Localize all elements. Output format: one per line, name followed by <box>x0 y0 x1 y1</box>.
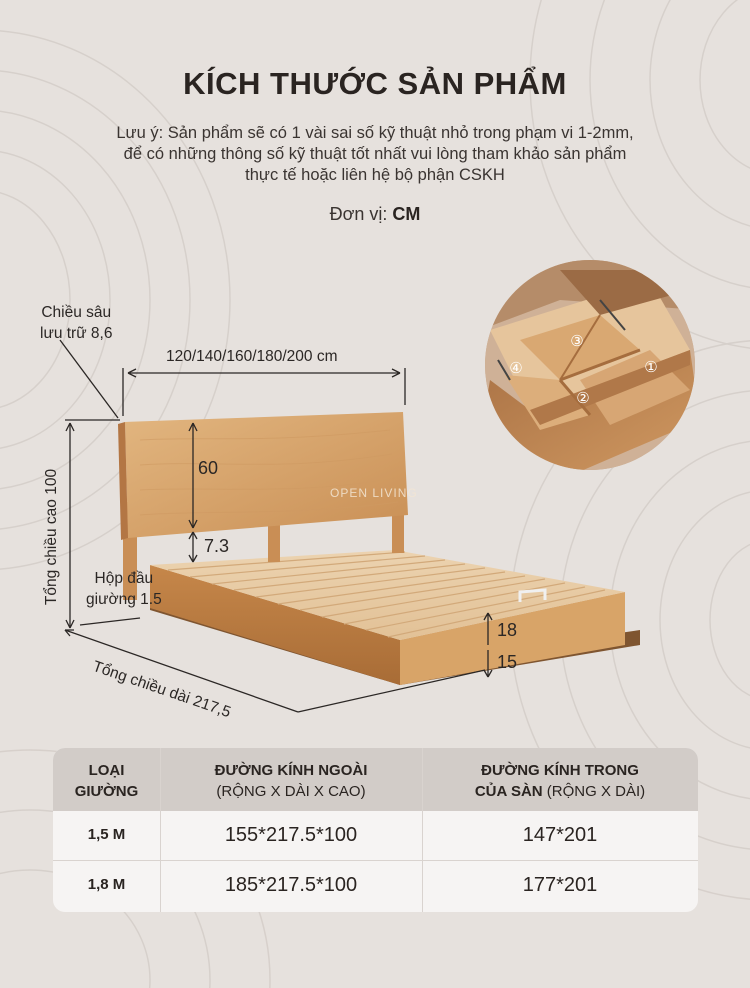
headbox-label <box>86 568 162 610</box>
row-type-cell: 1,8 M <box>87 876 126 893</box>
brand-watermark: OPEN LIVING <box>330 486 418 500</box>
headbox-label-line: giường 1.5 <box>86 591 162 608</box>
headboard-height-label: 60 <box>198 458 219 478</box>
note-line: để có những thông số kỹ thuật tốt nhất vui lòng tham khảo sản phẩm <box>123 145 627 163</box>
compartment-4-label: ④ <box>509 359 523 377</box>
row-type-cell: 1,5 M <box>87 826 126 843</box>
total-height-label: Tổng chiều cao 100 <box>43 468 60 606</box>
note-line: Lưu ý: Sản phẩm sẽ có 1 vài sai số kỹ thuật nhỏ trong phạm vi 1-2mm, <box>116 124 634 142</box>
bed-illustration <box>0 240 750 730</box>
header-text: LOẠI <box>88 762 125 779</box>
headbox-label-line: Hộp đầu <box>94 570 154 587</box>
unit-value: CM <box>392 204 421 224</box>
row-divider <box>53 860 698 861</box>
depth-label <box>40 302 112 344</box>
header-subtext: (RỘNG X DÀI) <box>542 783 646 800</box>
header-text: CỦA SÀN <box>474 783 543 800</box>
width-label: 120/140/160/180/200 cm <box>166 348 338 365</box>
row-outer-cell: 155*217.5*100 <box>224 824 358 846</box>
storage-detail-view <box>480 260 700 480</box>
compartment-1-label: ① <box>644 358 658 376</box>
header-inner-size <box>422 760 698 802</box>
depth-label-line: lưu trữ 8,6 <box>40 325 113 342</box>
page-title: KÍCH THƯỚC SẢN PHẨM <box>183 66 567 101</box>
leg-gap-label: 7.3 <box>204 536 230 556</box>
disclaimer-note <box>40 123 710 186</box>
bed-dimension-diagram <box>0 240 750 730</box>
header-bed-type <box>53 760 160 802</box>
frame-height-label: 18 <box>497 620 518 640</box>
row-inner-cell: 177*201 <box>522 874 598 896</box>
total-length-label: Tổng chiều dài 217,5 <box>90 658 233 722</box>
size-spec-table <box>53 748 698 912</box>
compartment-3-label: ③ <box>570 332 584 350</box>
unit-label: Đơn vị: <box>329 204 393 224</box>
row-inner-cell: 147*201 <box>522 824 598 846</box>
base-height-label: 15 <box>497 652 518 672</box>
header-outer-size <box>160 760 422 802</box>
header-text: ĐƯỜNG KÍNH TRONG <box>481 762 639 779</box>
depth-label-line: Chiều sâu <box>41 304 112 321</box>
header-text: GIƯỜNG <box>74 783 139 800</box>
unit-line <box>0 204 750 225</box>
compartment-2-label: ② <box>576 389 590 407</box>
headboard <box>125 412 408 538</box>
header-subtext: (RỘNG X DÀI X CAO) <box>216 783 366 800</box>
note-line: thực tế hoặc liên hệ bộ phận CSKH <box>245 166 505 184</box>
header-text: ĐƯỜNG KÍNH NGOÀI <box>214 762 368 779</box>
row-outer-cell: 185*217.5*100 <box>224 874 358 896</box>
